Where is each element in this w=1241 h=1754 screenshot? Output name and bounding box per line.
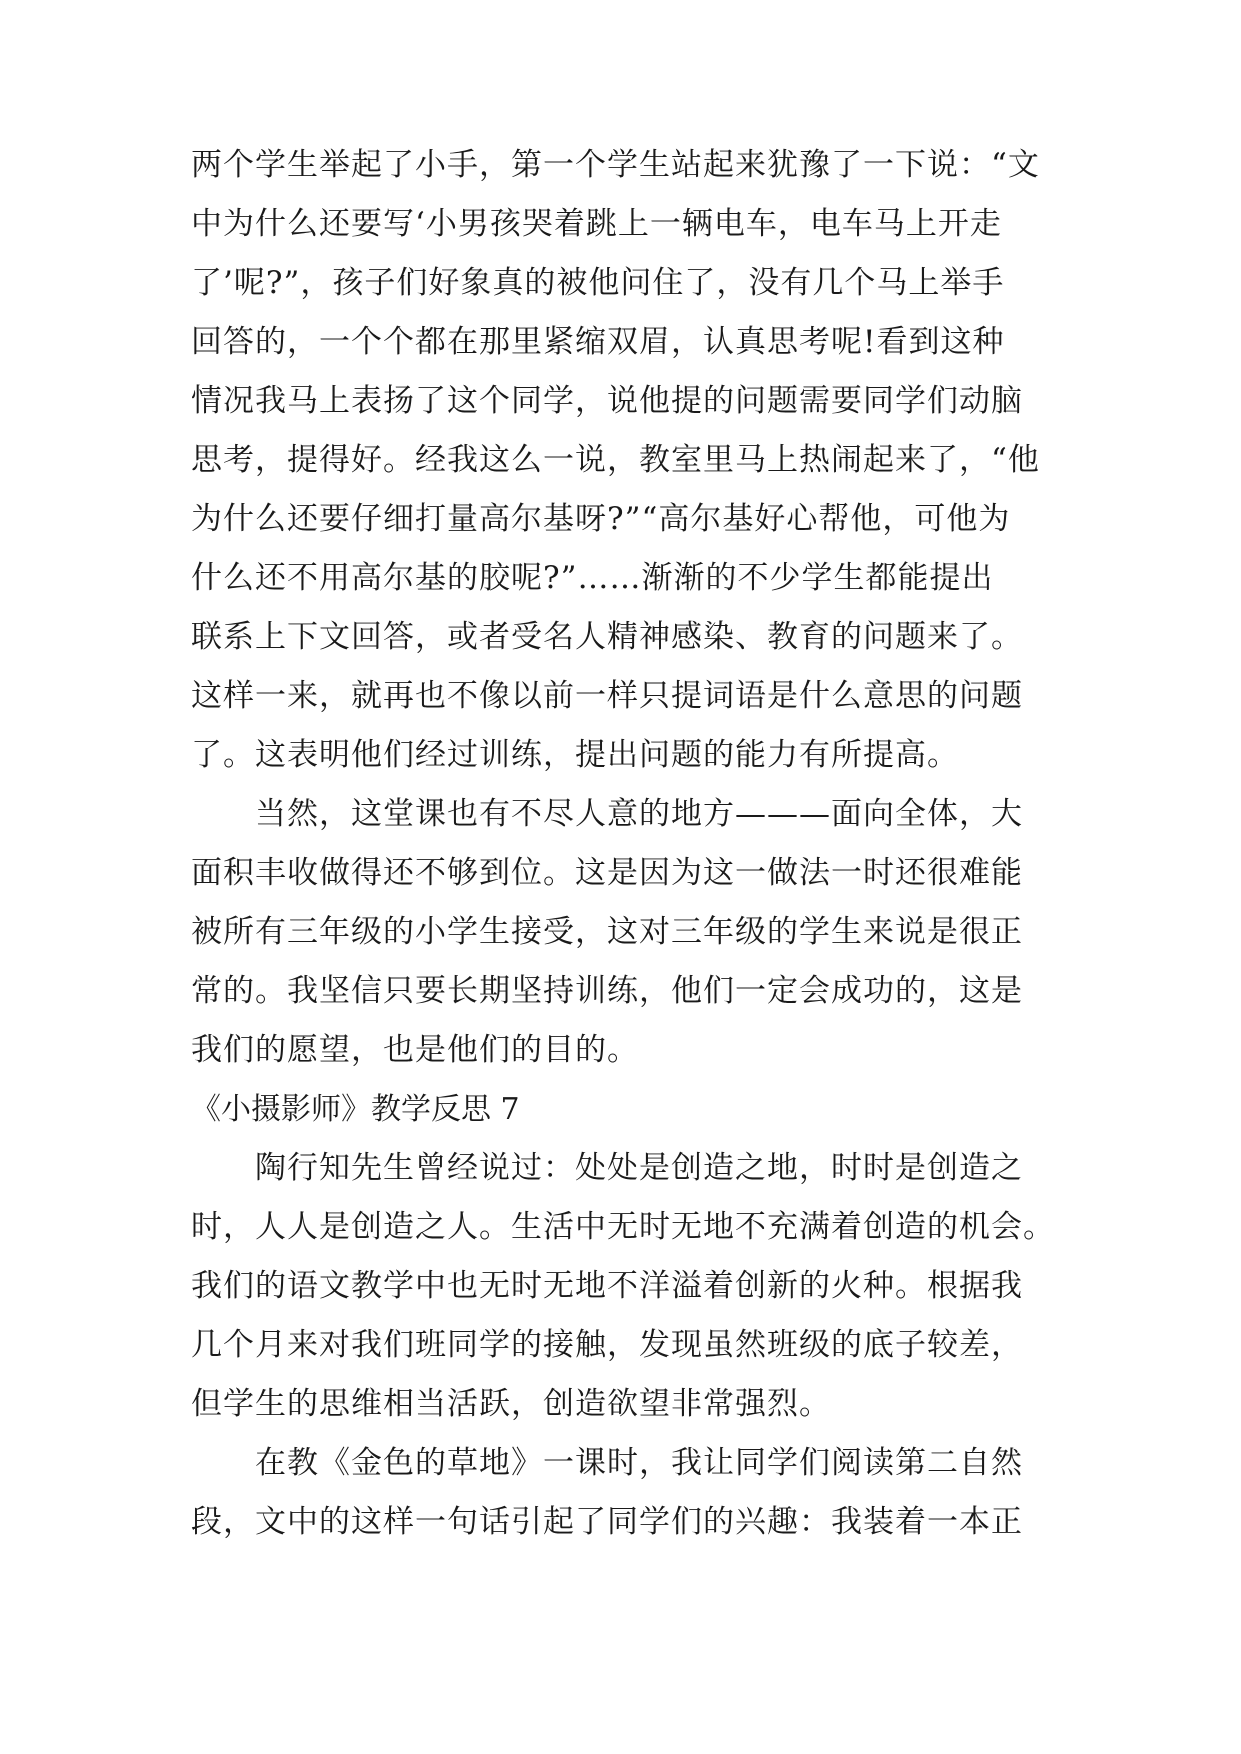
text-line: 情况我马上表扬了这个同学，说他提的问题需要同学们动脑 bbox=[191, 383, 1023, 419]
text-line: 在教《金色的草地》一课时，我让同学们阅读第二自然 bbox=[191, 1445, 1023, 1481]
section-heading: 《小摄影师》教学反思 7 bbox=[191, 1092, 520, 1127]
text-line: 我们的语文教学中也无时无地不洋溢着创新的火种。根据我 bbox=[191, 1268, 1023, 1304]
text-line: 被所有三年级的小学生接受，这对三年级的学生来说是很正 bbox=[191, 914, 1023, 950]
text-line: 什么还不用高尔基的胶呢?”……渐渐的不少学生都能提出 bbox=[191, 560, 994, 596]
text-line: 几个月来对我们班同学的接触，发现虽然班级的底子较差， bbox=[191, 1327, 1023, 1363]
text-line: 我们的愿望，也是他们的目的。 bbox=[191, 1032, 639, 1068]
text-line: 当然，这堂课也有不尽人意的地方———面向全体，大 bbox=[191, 796, 1023, 832]
text-line: 了。这表明他们经过训练，提出问题的能力有所提高。 bbox=[191, 737, 959, 773]
text-line: 回答的，一个个都在那里紧缩双眉，认真思考呢!看到这种 bbox=[191, 324, 1005, 360]
document-body bbox=[191, 136, 1071, 1552]
text-line: 但学生的思维相当活跃，创造欲望非常强烈。 bbox=[191, 1386, 831, 1422]
text-line: 段，文中的这样一句话引起了同学们的兴趣：我装着一本正 bbox=[191, 1504, 1023, 1540]
text-line: 两个学生举起了小手，第一个学生站起来犹豫了一下说：“文 bbox=[191, 147, 1040, 183]
text-line: 常的。我坚信只要长期坚持训练，他们一定会成功的，这是 bbox=[191, 973, 1023, 1009]
text-line: 为什么还要仔细打量高尔基呀?”“高尔基好心帮他，可他为 bbox=[191, 501, 1011, 537]
text-line: 面积丰收做得还不够到位。这是因为这一做法一时还很难能 bbox=[191, 855, 1023, 891]
text-line: 这样一来，就再也不像以前一样只提词语是什么意思的问题 bbox=[191, 678, 1023, 714]
text-line: 联系上下文回答，或者受名人精神感染、教育的问题来了。 bbox=[191, 619, 1023, 655]
text-line: 了’呢?”，孩子们好象真的被他问住了，没有几个马上举手 bbox=[191, 265, 1005, 301]
text-line: 思考，提得好。经我这么一说，教室里马上热闹起来了，“他 bbox=[191, 442, 1040, 478]
text-line: 时，人人是创造之人。生活中无时无地不充满着创造的机会。 bbox=[191, 1209, 1055, 1245]
text-line: 陶行知先生曾经说过：处处是创造之地，时时是创造之 bbox=[191, 1150, 1023, 1186]
text-line: 中为什么还要写‘小男孩哭着跳上一辆电车，电车马上开走 bbox=[191, 206, 1002, 242]
